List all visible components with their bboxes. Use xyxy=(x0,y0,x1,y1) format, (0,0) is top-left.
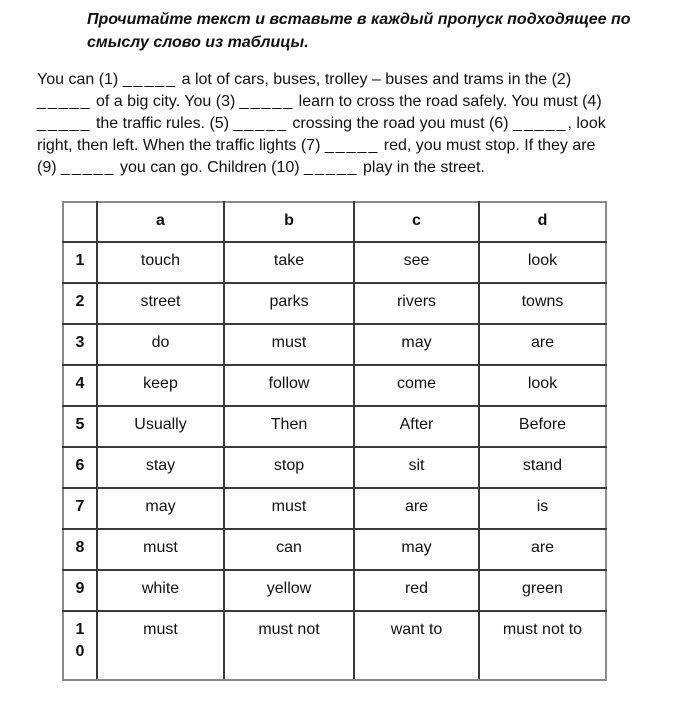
option-cell: stand xyxy=(479,447,606,488)
option-cell: look xyxy=(479,242,606,283)
text-line: (9) _____ you can go. Children (10) _____ play in the street. xyxy=(37,159,485,176)
blank-underline: _____ xyxy=(122,71,178,88)
option-cell: must not xyxy=(224,611,354,680)
option-cell: follow xyxy=(224,365,354,406)
option-cell: take xyxy=(224,242,354,283)
row-number: 3 xyxy=(63,324,97,365)
table-row xyxy=(63,488,606,529)
option-cell: must xyxy=(224,488,354,529)
option-cell: come xyxy=(354,365,479,406)
row-number: 6 xyxy=(63,447,97,488)
text-line: _____ the traffic rules. (5) _____ crossing the road you must (6) _____, look xyxy=(37,115,606,132)
option-cell: keep xyxy=(97,365,224,406)
header-cell-d: d xyxy=(479,202,606,242)
table-row xyxy=(63,365,606,406)
text-line: You can (1) _____ a lot of cars, buses, trolley – buses and trams in the (2) xyxy=(37,71,572,88)
table-row xyxy=(63,283,606,324)
option-cell: red xyxy=(354,570,479,611)
row-number: 7 xyxy=(63,488,97,529)
row-number: 5 xyxy=(63,406,97,447)
option-cell: yellow xyxy=(224,570,354,611)
option-cell: look xyxy=(479,365,606,406)
option-cell: see xyxy=(354,242,479,283)
option-cell: street xyxy=(97,283,224,324)
option-cell: are xyxy=(479,529,606,570)
table-row xyxy=(63,406,606,447)
blank-underline: _____ xyxy=(37,115,92,132)
option-cell: are xyxy=(479,324,606,365)
blank-underline: _____ xyxy=(61,159,116,176)
row-number: 4 xyxy=(63,365,97,406)
option-cell: After xyxy=(354,406,479,447)
table-row xyxy=(63,242,606,283)
option-cell: do xyxy=(97,324,224,365)
option-cell: Before xyxy=(479,406,606,447)
option-cell: can xyxy=(224,529,354,570)
exercise-text xyxy=(37,69,667,179)
option-cell: green xyxy=(479,570,606,611)
row-number: 1 xyxy=(63,242,97,283)
blank-underline: _____ xyxy=(239,93,295,110)
text-line: right, then left. When the traffic lights (7) _____ red, you must stop. If they are xyxy=(37,137,596,154)
option-cell: towns xyxy=(479,283,606,324)
blank-underline: _____ xyxy=(304,159,359,176)
option-cell: Usually xyxy=(97,406,224,447)
blank-underline: _____ xyxy=(37,93,92,110)
table-row xyxy=(63,447,606,488)
header-cell-c: c xyxy=(354,202,479,242)
option-cell: touch xyxy=(97,242,224,283)
blank-underline: _____ xyxy=(233,115,288,132)
header-cell-a: a xyxy=(97,202,224,242)
option-cell: is xyxy=(479,488,606,529)
option-cell: may xyxy=(354,529,479,570)
row-number: 2 xyxy=(63,283,97,324)
blank-underline: _____ xyxy=(324,137,380,154)
blank-underline: _____ xyxy=(512,115,568,132)
option-cell: must xyxy=(224,324,354,365)
option-cell: rivers xyxy=(354,283,479,324)
option-cell: must xyxy=(97,611,224,680)
instruction-line: Прочитайте текст и вставьте в каждый пропуск подходящее по xyxy=(87,11,631,28)
option-cell: are xyxy=(354,488,479,529)
instruction-line: смыслу слово из таблицы. xyxy=(87,34,309,51)
option-cell: must not to xyxy=(479,611,606,680)
option-cell: sit xyxy=(354,447,479,488)
option-cell: must xyxy=(97,529,224,570)
table-row xyxy=(63,570,606,611)
header-row xyxy=(63,202,606,242)
row-number: 8 xyxy=(63,529,97,570)
option-cell: white xyxy=(97,570,224,611)
option-cell: may xyxy=(97,488,224,529)
instruction-title xyxy=(87,8,647,54)
header-cell-b: b xyxy=(224,202,354,242)
row-number: 9 xyxy=(63,570,97,611)
option-cell: Then xyxy=(224,406,354,447)
options-table xyxy=(62,201,607,681)
option-cell: want to xyxy=(354,611,479,680)
row-number: 10 xyxy=(63,611,97,680)
header-corner-cell xyxy=(63,202,97,242)
table-row xyxy=(63,529,606,570)
option-cell: stay xyxy=(97,447,224,488)
option-cell: may xyxy=(354,324,479,365)
table-row xyxy=(63,324,606,365)
option-cell: stop xyxy=(224,447,354,488)
table-row xyxy=(63,611,606,680)
text-line: _____ of a big city. You (3) _____ learn to cross the road safely. You must (4) xyxy=(37,93,602,110)
option-cell: parks xyxy=(224,283,354,324)
